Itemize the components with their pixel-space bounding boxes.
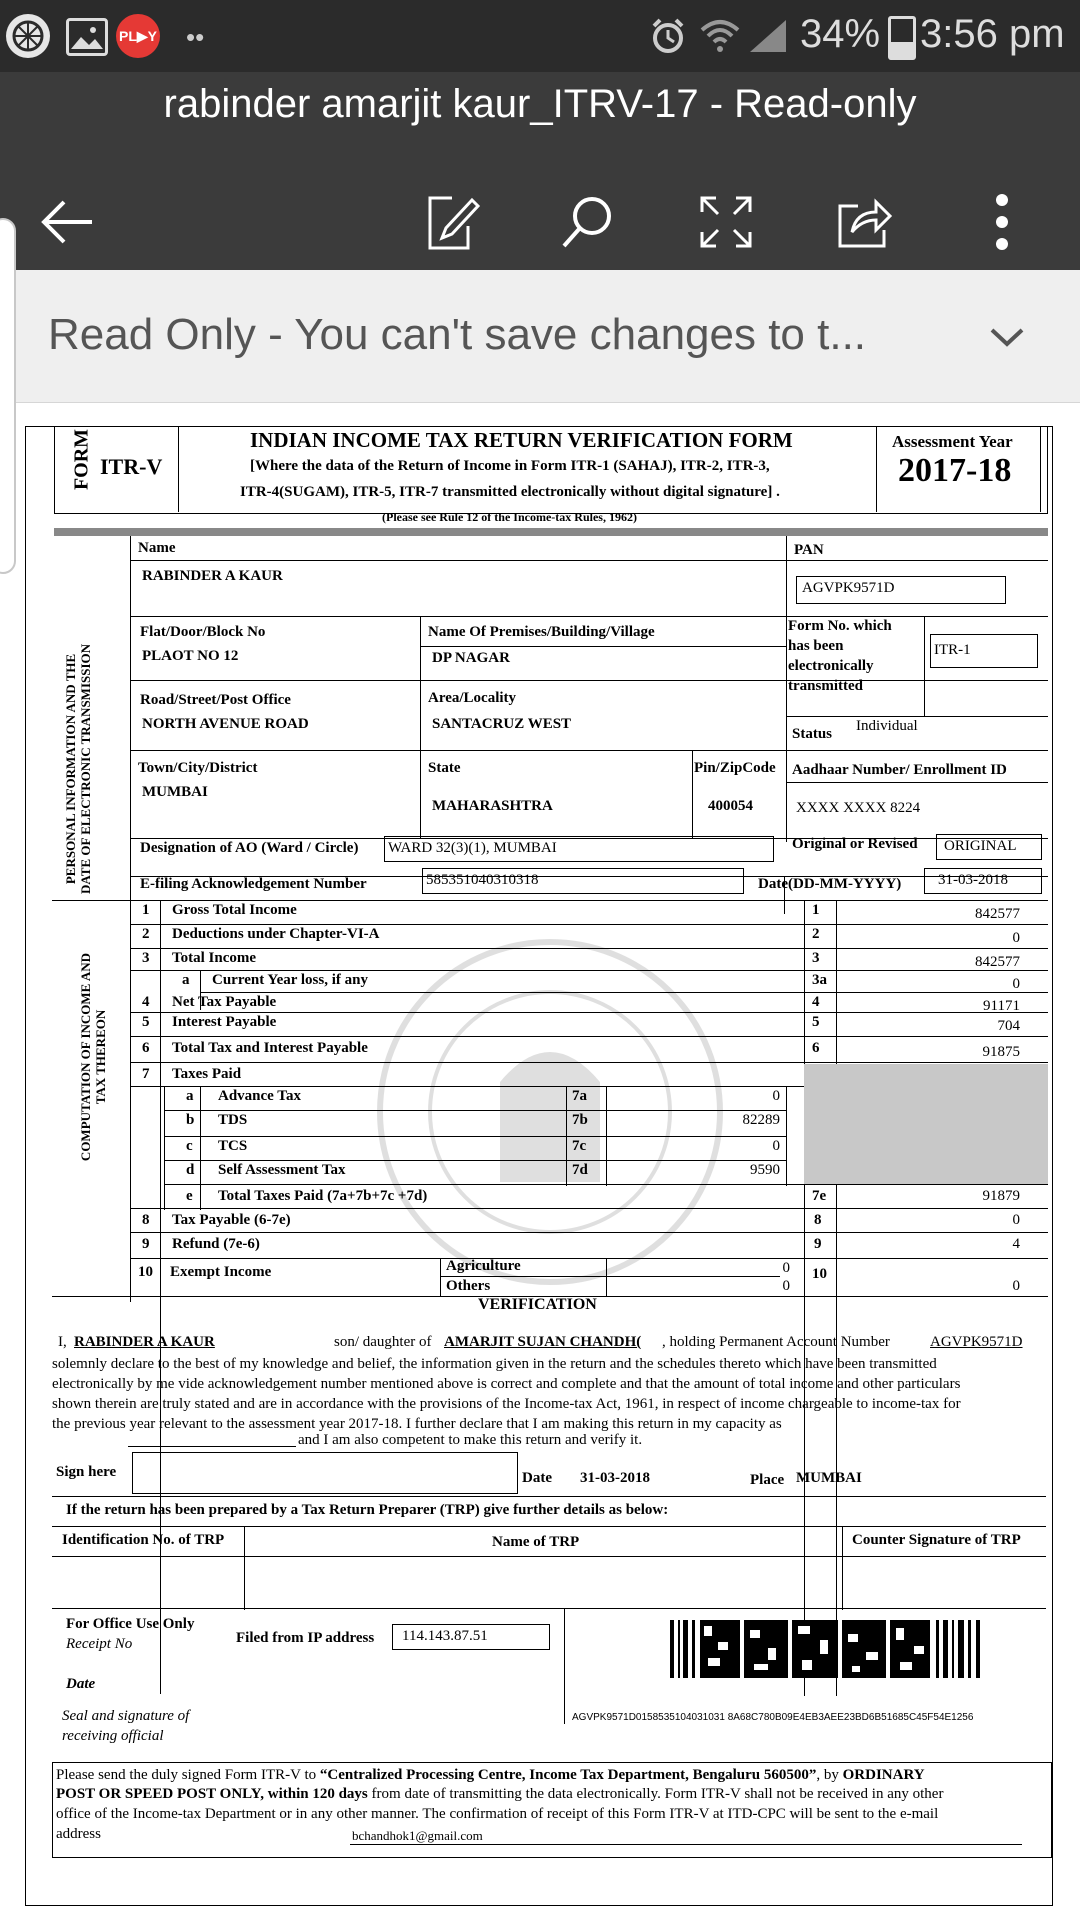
trp-intro: If the return has been prepared by a Tax Return Preparer (TRP) give further details as below: (66, 1502, 669, 1518)
area-label: Area/Locality (428, 690, 517, 706)
status-bar (0, 0, 1080, 72)
verification-line-6: and I am also competent to make this return and verify it. (298, 1432, 643, 1448)
ack-label: E-filing Acknowledgement Number (140, 876, 367, 892)
ip-label: Filed from IP address (236, 1630, 375, 1646)
pan-value: AGVPK9571D (802, 580, 895, 596)
seal-label-1: Seal and signature of (62, 1708, 190, 1724)
footer-p1: Please send the duly signed Form ITR-V to (56, 1767, 320, 1783)
row-8-value: 0 (1012, 1212, 1020, 1228)
tax-row-code: 7a (572, 1088, 587, 1104)
tax-row-no: a (186, 1088, 194, 1104)
row-9-no: 9 (142, 1236, 150, 1252)
comp-row-no: a (182, 972, 190, 988)
header-rule (54, 528, 1048, 536)
form-label: FORM (70, 428, 93, 491)
original-value: ORIGINAL (944, 838, 1017, 854)
footer-p1d: ORDINARY (842, 1767, 925, 1783)
comp-row-label: Deductions under Chapter-VI-A (172, 926, 380, 942)
premises-value: DP NAGAR (432, 650, 510, 666)
more-options-button[interactable] (954, 174, 1050, 270)
side-label-computation: COMPUTATION OF INCOME AND TAX THEREON (78, 952, 108, 1162)
ao-label: Designation of AO (Ward / Circle) (140, 840, 359, 856)
town-label: Town/City/District (138, 760, 258, 776)
formno-label-4: transmitted (788, 678, 863, 694)
verification-holding: , holding Permanent Account Number (662, 1334, 890, 1350)
trp-col-name: Name of TRP (492, 1534, 580, 1550)
verification-i: I, (58, 1334, 67, 1350)
comp-row-code: 6 (812, 1040, 820, 1056)
flat-value: PLAOT NO 12 (142, 648, 239, 664)
app-bar (0, 72, 1080, 270)
form-code: ITR-V (100, 454, 163, 479)
footer-line-3: office of the Income-tax Department or in any other manner. The confirmation of receipt of this Form ITR-V at ITD-CPC will be sent to the e-mail (56, 1806, 939, 1822)
trp-col-signature: Counter Signature of TRP (852, 1532, 1021, 1548)
tax-row-no: b (186, 1112, 195, 1128)
office-use-heading: For Office Use Only (66, 1616, 195, 1632)
footer-p2: from date of transmitting the data electronically. Form ITR-V shall not be received in any other (367, 1786, 944, 1802)
area-value: SANTACRUZ WEST (432, 716, 572, 732)
verification-date-value: 31-03-2018 (580, 1470, 650, 1486)
verification-line-5: the previous year relevant to the assessment year 2017-18. I further declare that I am making this return in my capacity as (52, 1416, 782, 1432)
tax-row-code: 7c (572, 1138, 587, 1154)
form-subtitle-2: ITR-4(SUGAM), ITR-5, ITR-7 transmitted electronically without digital signature] . (240, 484, 780, 500)
taxes-paid-grey-block (804, 1064, 1048, 1184)
barcode-image (670, 1620, 982, 1678)
receipt-no-label: Receipt No (66, 1636, 133, 1652)
read-only-banner[interactable] (0, 270, 1080, 403)
row-9-code: 9 (814, 1236, 822, 1252)
verification-heading: VERIFICATION (478, 1296, 597, 1313)
more-vertical-icon (992, 192, 1012, 252)
row-8-label: Tax Payable (6-7e) (172, 1212, 291, 1228)
row-7-label: Taxes Paid (172, 1066, 242, 1082)
others-value: 0 (782, 1278, 790, 1294)
status-label: Status (792, 726, 833, 742)
comp-row-no: 1 (142, 902, 150, 918)
comp-row-value: 91171 (983, 998, 1020, 1014)
itr-v-document (0, 402, 1080, 1920)
tax-row-value: 9590 (750, 1162, 780, 1178)
tax-row-no: c (186, 1138, 193, 1154)
row-9-label: Refund (7e-6) (172, 1236, 260, 1252)
form-subtitle-3: (Please see Rule 12 of the Income-tax Rules, 1962) (382, 510, 637, 524)
comp-row-code: 2 (812, 926, 820, 942)
footer-p2b: POST OR SPEED POST ONLY, within 120 days (56, 1786, 368, 1802)
footer-email: bchandhok1@gmail.com (352, 1828, 483, 1843)
comp-row-label: Interest Payable (172, 1014, 277, 1030)
formno-label-3: electronically (788, 658, 874, 674)
chevron-down-icon[interactable] (980, 310, 1034, 364)
verification-line-3: electronically by me vide acknowledgement number mentioned above is correct and complete and that the amount of total income and other particulars (52, 1376, 961, 1392)
seal-label-2: receiving official (62, 1728, 164, 1744)
footer-line-1 (56, 1766, 1046, 1785)
row-10-label: Exempt Income (170, 1264, 272, 1280)
name-value: RABINDER A KAUR (142, 568, 283, 584)
pin-label: Pin/ZipCode (694, 760, 776, 776)
verification-place-label: Place (750, 1472, 785, 1488)
comp-row-no: 5 (142, 1014, 150, 1030)
back-arrow-icon (38, 192, 98, 252)
others-label: Others (446, 1278, 491, 1294)
pan-label: PAN (794, 542, 824, 558)
row-7e-code: 7e (812, 1188, 827, 1204)
verification-place-value: MUMBAI (796, 1470, 862, 1486)
ip-value: 114.143.87.51 (402, 1628, 488, 1644)
status-value: Individual (856, 718, 918, 734)
read-only-message: Read Only - You can't save changes to t... (48, 310, 867, 359)
verification-date-label: Date (522, 1470, 552, 1486)
comp-row-label: Current Year loss, if any (212, 972, 368, 988)
form-title: INDIAN INCOME TAX RETURN VERIFICATION FORM (250, 428, 793, 452)
tax-row-value: 82289 (742, 1112, 780, 1128)
agriculture-label: Agriculture (446, 1258, 521, 1274)
share-button[interactable] (816, 174, 912, 270)
road-value: NORTH AVENUE ROAD (142, 716, 309, 732)
assessment-year-value: 2017-18 (898, 452, 1012, 489)
clock: 3:56 pm (920, 12, 1065, 56)
comp-row-label: Net Tax Payable (172, 994, 277, 1010)
comp-row-code: 5 (812, 1014, 820, 1030)
office-date-label: Date (66, 1676, 96, 1692)
aadhaar-value: XXXX XXXX 8224 (796, 800, 921, 816)
flat-label: Flat/Door/Block No (140, 624, 266, 640)
comp-row-no: 4 (142, 994, 150, 1010)
pin-value: 400054 (708, 798, 753, 814)
comp-row-value: 91875 (982, 1044, 1020, 1060)
verification-line-4: shown therein are truly stated and are in accordance with the provisions of the Income-tax Act, 1961, in respect of income chargeable to income-tax for (52, 1396, 961, 1412)
name-label: Name (138, 540, 176, 556)
signal-icon (748, 18, 788, 54)
aadhaar-label: Aadhaar Number/ Enrollment ID (792, 762, 1007, 778)
road-label: Road/Street/Post Office (140, 692, 291, 708)
share-icon (834, 192, 894, 252)
edit-button[interactable] (404, 174, 500, 270)
premises-label: Name Of Premises/Building/Village (428, 624, 655, 640)
tax-row-label: TCS (218, 1138, 248, 1154)
comp-row-code: 4 (812, 994, 820, 1010)
edit-pen-icon (422, 192, 482, 252)
comp-row-value: 842577 (975, 954, 1020, 970)
search-button[interactable] (540, 174, 636, 270)
ack-value: 585351040310318 (426, 872, 539, 888)
row-8-no: 8 (142, 1212, 150, 1228)
comp-row-value: 842577 (975, 906, 1020, 922)
sign-here-label: Sign here (56, 1464, 117, 1480)
row-8-code: 8 (814, 1212, 822, 1228)
side-label-personal: PERSONAL INFORMATION AND THE DATE OF ELECTRONIC TRANSMISSION (63, 643, 93, 895)
fullscreen-button[interactable] (678, 174, 774, 270)
row-10-code: 10 (812, 1266, 827, 1282)
battery-percent: 34% (800, 12, 881, 56)
search-icon (558, 192, 618, 252)
row-9-value: 4 (1012, 1236, 1020, 1252)
tax-row-value: 0 (772, 1088, 780, 1104)
tax-row-code: 7d (572, 1162, 588, 1178)
ack-date-value: 31-03-2018 (938, 872, 1008, 888)
row-10-no: 10 (138, 1264, 153, 1280)
town-value: MUMBAI (142, 784, 208, 800)
ack-date-label: Date(DD-MM-YYYY) (758, 876, 902, 892)
verification-name: RABINDER A KAUR (74, 1334, 215, 1350)
comp-row-code: 1 (812, 902, 820, 918)
row-7-no: 7 (142, 1066, 150, 1082)
trp-col-id: Identification No. of TRP (62, 1532, 225, 1548)
comp-row-no: 2 (142, 926, 150, 942)
comp-row-label: Total Tax and Interest Payable (172, 1040, 368, 1056)
gallery-icon (66, 18, 108, 56)
assessment-year-label: Assessment Year (892, 432, 1013, 451)
document-title: rabinder amarjit kaur_ITRV-17 - Read-only (163, 82, 917, 126)
comp-row-code: 3a (812, 972, 827, 988)
comp-row-value: 0 (1012, 976, 1020, 992)
row-7e-label: Total Taxes Paid (7a+7b+7c +7d) (218, 1188, 428, 1204)
row-7e-no: e (186, 1188, 193, 1204)
comp-row-label: Gross Total Income (172, 902, 297, 918)
comp-row-no: 3 (142, 950, 150, 966)
footer-line-2 (56, 1786, 943, 1803)
verification-pan: AGVPK9571D (930, 1334, 1023, 1350)
tax-row-label: TDS (218, 1112, 248, 1128)
original-label: Original or Revised (792, 836, 918, 852)
ao-value: WARD 32(3)(1), MUMBAI (388, 840, 557, 856)
tax-row-label: Advance Tax (218, 1088, 301, 1104)
barcode-text: AGVPK9571D0158535104031031 8A68C780B09E4EB3AEE23BD6B51685C45F54E1256 (572, 1712, 974, 1723)
comp-row-code: 3 (812, 950, 820, 966)
verification-parent: AMARJIT SUJAN CHANDH( (444, 1334, 642, 1350)
form-subtitle-1: [Where the data of the Return of Income in Form ITR-1 (SAHAJ), ITR-2, ITR-3, (250, 458, 770, 474)
comp-row-no: 6 (142, 1040, 150, 1056)
fullscreen-icon (698, 194, 754, 250)
comp-row-value: 0 (1012, 930, 1020, 946)
alarm-icon (648, 16, 688, 56)
verification-line-2: solemnly declare to the best of my knowledge and belief, the information given in the return and the schedules thereto which have been transmitted (52, 1356, 937, 1372)
more-notifications-icon: •• (186, 22, 205, 52)
footer-p1b: “Centralized Processing Centre, Income Tax Department, Bengaluru 560500” (319, 1767, 817, 1783)
formno-label-1: Form No. which (788, 618, 892, 634)
comp-row-value: 704 (997, 1018, 1020, 1034)
formno-label-2: has been (788, 638, 844, 654)
comp-row-label: Total Income (172, 950, 257, 966)
tax-row-code: 7b (572, 1112, 588, 1128)
wifi-icon (698, 16, 742, 56)
tax-row-label: Self Assessment Tax (218, 1162, 346, 1178)
state-label: State (428, 760, 461, 776)
battery-icon (888, 16, 916, 60)
play-notification-icon: PL▶Y (116, 14, 160, 58)
back-button[interactable] (20, 174, 116, 270)
tax-row-value: 0 (772, 1138, 780, 1154)
app-notification-icon (6, 14, 50, 58)
row-10-value: 0 (1012, 1278, 1020, 1294)
signature-box (132, 1452, 518, 1494)
footer-line-4: address (56, 1826, 101, 1842)
tax-row-no: d (186, 1162, 195, 1178)
row-7e-value: 91879 (982, 1188, 1020, 1204)
verification-son-of: son/ daughter of (334, 1334, 432, 1350)
footer-p1c: , by (816, 1767, 843, 1783)
state-value: MAHARASHTRA (432, 798, 553, 814)
agriculture-value: 0 (782, 1260, 790, 1276)
formno-value: ITR-1 (934, 642, 971, 658)
